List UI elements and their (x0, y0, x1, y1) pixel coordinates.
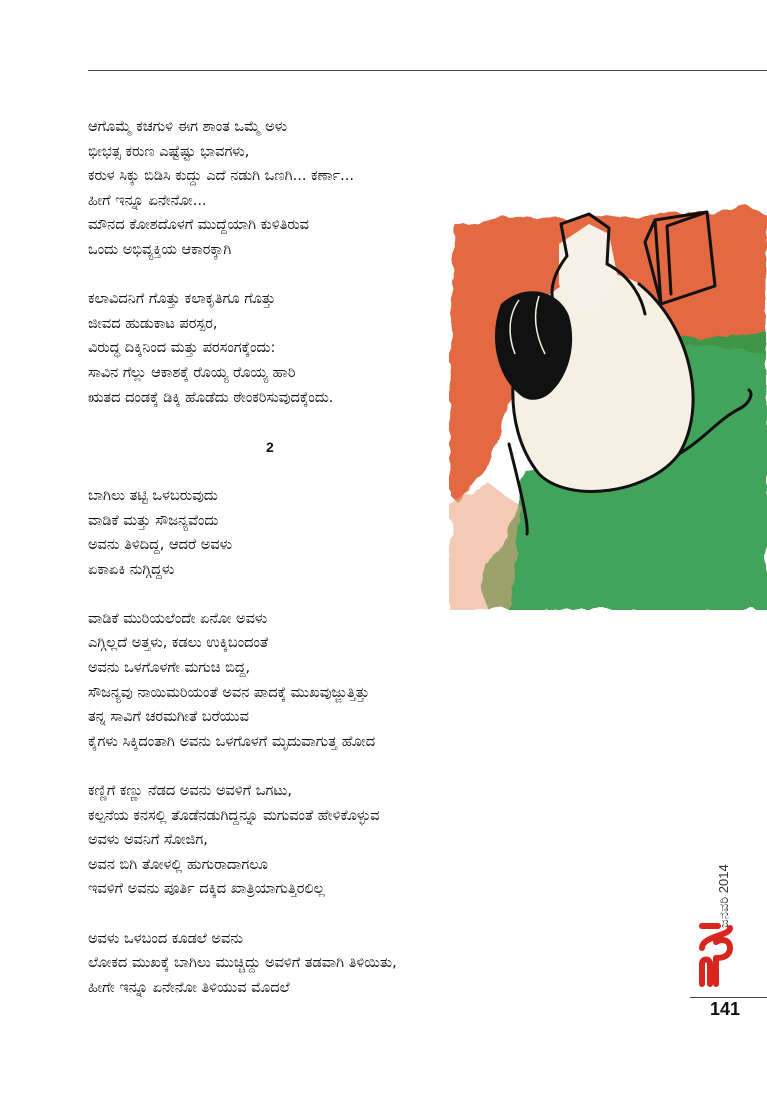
poem-line: ಎಗ್ಗಿಲ್ಲದೆ ಅತ್ತಳು, ಕಡಲು ಉಕ್ಕಿಬಂದಂತೆ (88, 635, 269, 652)
poem-line: ವಾಡಿಕೆ ಮುರಿಯಲೆಂದೇ ಏನೋ ಅವಳು (88, 610, 268, 627)
top-rule (88, 70, 767, 71)
poem-line: ಏಕಾಏಕಿ ನುಗ್ಗಿದ್ದಳು (88, 561, 175, 578)
poem-line: ಆಗೊಮ್ಮೆ ಕಚಗುಳಿ ಈಗ ಶಾಂತ ಒಮ್ಮೆ ಅಳು (88, 119, 288, 135)
poem-line: ವಿರುದ್ಧ ದಿಕ್ಕಿನಿಂದ ಮತ್ತು ಪರಸಂಗಕ್ಕೆಂದು: (88, 340, 276, 357)
poem-line: ಅವನು ಒಳಗೊಳಗೇ ಮಗುಚಿ ಬಿದ್ದ, (88, 660, 251, 677)
poem-line: ಹೀಗೇ ಇನ್ನೂ ಏನೇನೋ ತಿಳಿಯುವ ಮೊದಲೆ (88, 979, 290, 996)
poem-line: ಋತದ ದಂಡಕ್ಕೆ ಡಿಕ್ಕಿ ಹೊಡೆದು ಠೇಂಕರಿಸುವುದಕ್ಕೆಂದು. (88, 389, 334, 406)
poem-line: ಕಲ್ಪನೆಯ ಕನಸಲ್ಲಿ ತೊಡೆನಡುಗಿದ್ದನ್ನೂ ಮಗುವಂತೆ ಹೇಳಿಕೊಳ್ಳುವ (88, 807, 380, 824)
poem-line: ವಾಡಿಕೆ ಮತ್ತು ಸೌಜನ್ಯವೆಂದು (88, 512, 219, 529)
section-number: 2 (266, 438, 274, 455)
poem-line: ಅವಳು ಒಳಬಂದ ಕೂಡಲೆ ಅವನು (88, 930, 243, 947)
page-number: 141 (709, 999, 741, 1019)
poem-line: ಲೋಕದ ಮುಖಕ್ಕೆ ಬಾಗಿಲು ಮುಚ್ಚಿದ್ದು ಅವಳಿಗೆ ತಡವಾಗಿ ತಿಳಿಯಿತು, (88, 955, 397, 972)
poem-line: ಜೀವದ ಹುಡುಕಾಟ ಪರಸ್ಪರ, (88, 315, 218, 332)
issue-date: ಜನವರಿ 2014 (716, 864, 731, 928)
poem-line: ಇವಳಿಗೆ ಅವನು ಪೂರ್ತಿ ದಕ್ಕಿದ ಖಾತ್ರಿಯಾಗುತ್ತಿರಲಿಲ್ಲ (88, 881, 325, 898)
poem-line: ಅವನು ತಿಳಿದಿದ್ದ, ಆದರೆ ಅವಳು (88, 537, 233, 554)
poem-stanza (88, 607, 538, 755)
poem-stanza (88, 927, 538, 1001)
poem-line: ಅವನ ಬಿಗಿ ತೋಳಲ್ಲಿ ಹುಗುರಾದಾಗಲೂ (88, 856, 268, 873)
poem-line: ಕೈಗಳು ಸಿಕ್ಕಿದಂತಾಗಿ ಅವನು ಒಳಗೊಳಗೆ ಮೃದುವಾಗುತ್ತ ಹೋದ (88, 733, 376, 750)
poem-line: ಕಣ್ಣಿಗೆ ಕಣ್ಣು ನೆಡದ ಅವನು ಅವಳಿಗೆ ಒಗಟು, (88, 783, 293, 800)
poem-line: ಸೌಜನ್ಯವು ನಾಯಿಮರಿಯಂತೆ ಅವನ ಪಾದಕ್ಕೆ ಮುಖವುಜ್ಜುತ್ತಿತ್ತು (88, 684, 370, 701)
poem-line: ಕಲಾವಿದನಿಗೆ ಗೊತ್ತು ಕಲಾಕೃತಿಗೂ ಗೊತ್ತು (88, 291, 276, 308)
poem-line: ಒಂದು ಅಭಿವ್ಯಕ್ತಿಯ ಆಕಾರಕ್ಕಾಗಿ (88, 241, 232, 258)
watercolor-embrace-illustration-icon (449, 204, 767, 610)
poem-line: ಅವಳು ಅವನಿಗೆ ಸೋಜಿಗ, (88, 832, 208, 849)
poem-line: ಸಾವಿನ ಗೆಲ್ಲು ಆಕಾಶಕ್ಕೆ ರೊಯ್ಯ ರೊಯ್ಯ ಹಾರಿ (88, 364, 296, 381)
poem-stanza (88, 779, 538, 902)
magazine-name: ಮಯೂರ (716, 957, 723, 959)
bottom-rule (690, 997, 767, 998)
poem-line: ತನ್ನ ಸಾವಿಗೆ ಚರಮಗೀತೆ ಬರೆಯುವ (88, 709, 249, 726)
poem-line: ಬಾಗಿಲು ತಟ್ಟಿ ಒಳಬರುವುದು (88, 487, 218, 504)
poem-line: ಕರುಳ ಸಿಕ್ಕು ಬಿಡಿಸಿ ಕುದ್ದು ಎದೆ ನಡುಗಿ ಒಣಗಿ... ಕರ್ಣಾ... (88, 168, 355, 185)
magazine-logo-icon (696, 918, 736, 990)
poem-line: ಭೀಭತ್ಸ ಕರುಣ ಎಷ್ಟೆಷ್ಟು ಭಾವಗಳು, (88, 143, 250, 160)
poem-line: ಹೀಗೆ ಇನ್ನೂ ಏನೇನೋ... (88, 192, 207, 209)
poem-line: ಮೌನದ ಕೋಶದೊಳಗೆ ಮುದ್ದೆಯಾಗಿ ಕುಳಿತಿರುವ (88, 217, 309, 234)
vertical-masthead (692, 806, 740, 990)
